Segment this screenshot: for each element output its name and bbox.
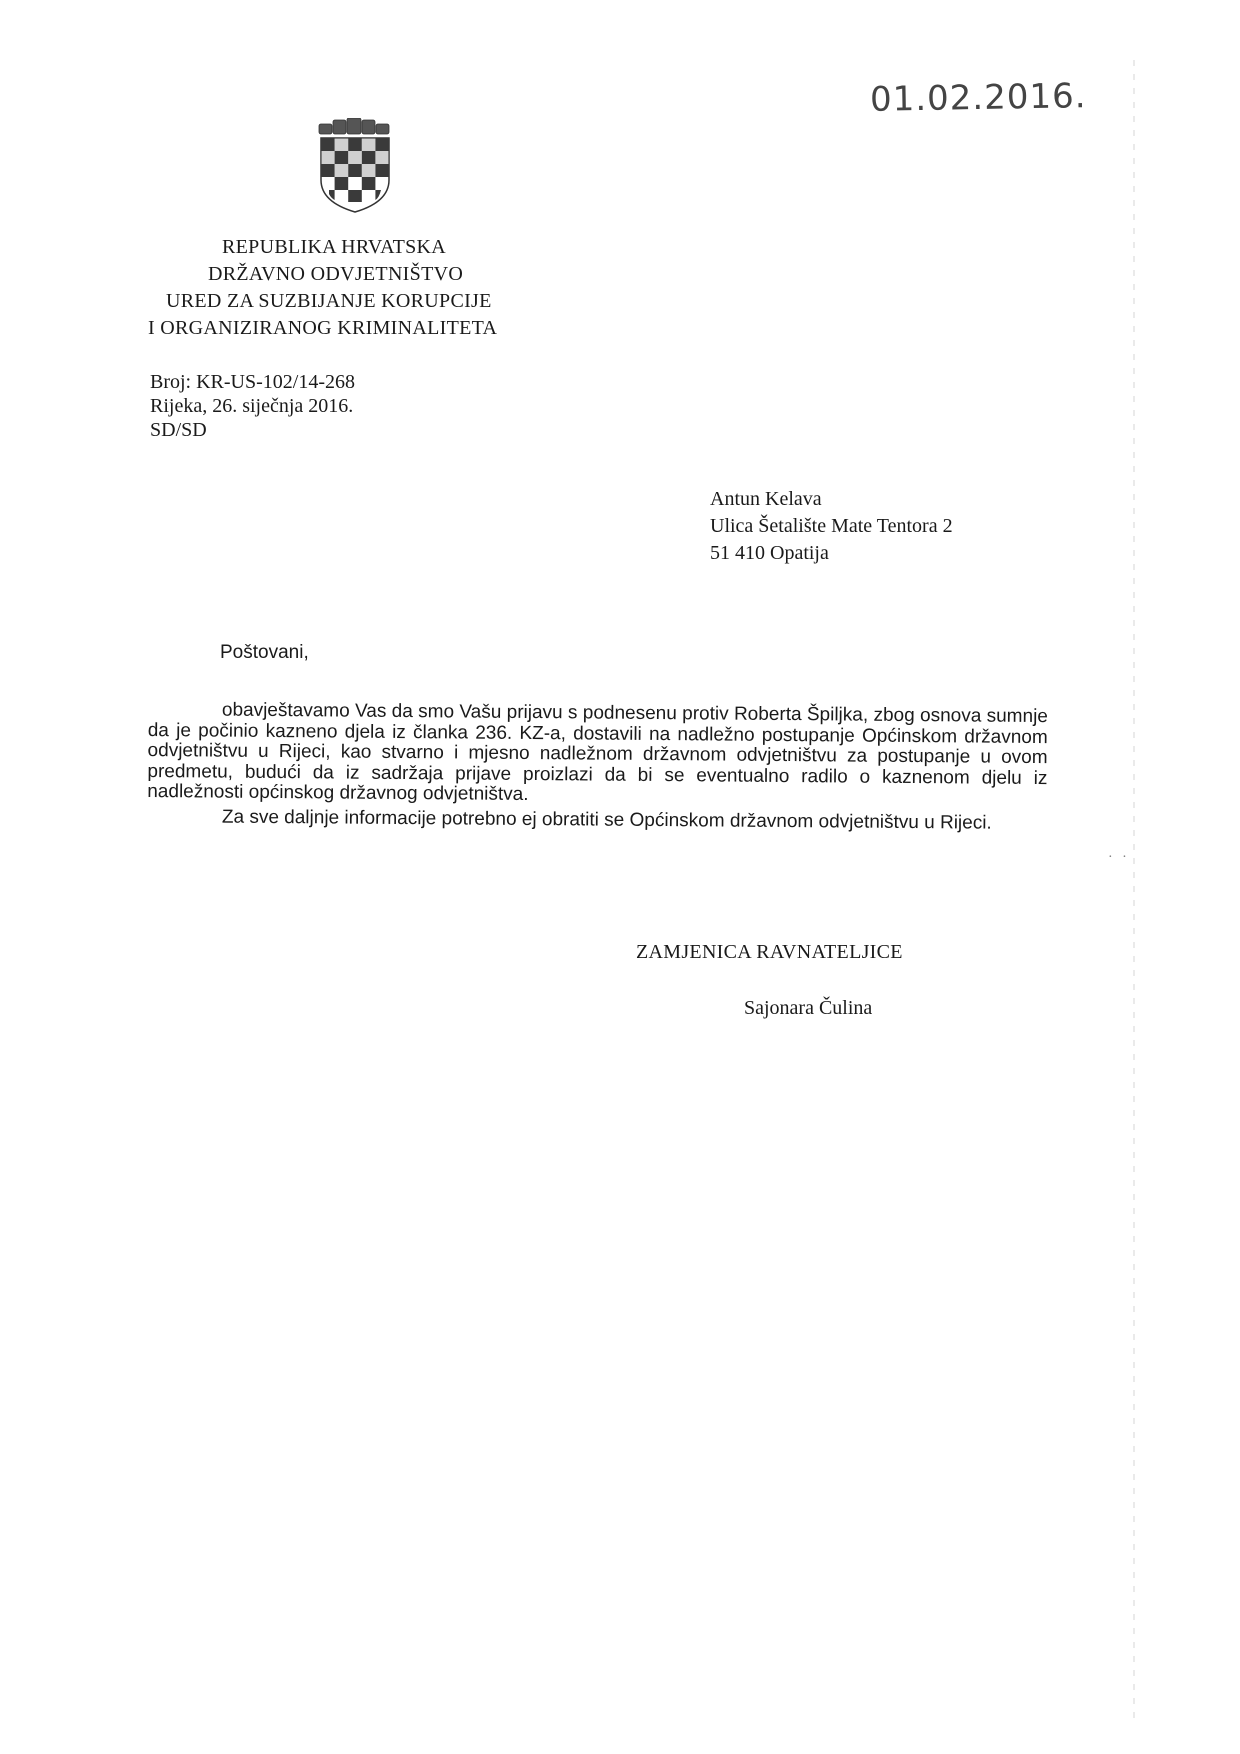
salutation: Poštovani, [220,642,309,663]
recipient-street: Ulica Šetalište Mate Tentora 2 [710,515,953,537]
signatory-name: Sajonara Čulina [744,997,873,1019]
signature-block [636,940,903,1020]
scan-dots-artifact: · · [1108,850,1130,865]
recipient-address [710,486,953,567]
body-paragraph-2: Za sve daljnje informacije potrebno ej obratiti se Općinskom državnom odvjetništvu u Rijeci. [221,806,992,834]
header-line-republic: REPUBLIKA HRVATSKA [222,236,447,258]
signatory-title: ZAMJENICA RAVNATELJICE [636,941,903,963]
place-and-date: Rijeka, 26. siječnja 2016. [150,395,354,417]
recipient-city: 51 410 Opatija [710,542,829,564]
letter-body [147,699,1048,834]
header-line-organized-crime: I ORGANIZIRANOG KRIMINALITETA [148,317,498,339]
header-line-bureau: URED ZA SUZBIJANJE KORUPCIJE [166,290,492,312]
handwritten-date: 01.02.2016. [869,76,1087,120]
croatian-coat-of-arms-icon [315,118,395,214]
scan-edge-artifact [1133,60,1135,1720]
reference-number: Broj: KR-US-102/14-268 [150,371,355,393]
reference-block [150,370,355,442]
office-header [148,234,588,342]
header-line-attorney-office: DRŽAVNO ODVJETNIŠTVO [208,263,464,285]
body-paragraph-1: obavještavamo Vas da smo Vašu prijavu s podnesenu protiv Roberta Špiljka, zbog osnova sumnje da je počinio kazneno djela iz članka 236. KZ-a, dostavili na nadležno postupanje Općinskom državnom odvjetništvu u Rijeci, kao stvarno i mjesno nadležnom državnom odvjetništvu za postupanje u ovom predmetu, budući da iz sadržaja prijave proizlazi da bi se eventualno radilo o kaznenom djelu iz nadležnosti općinskog državnog odvjetništva. [147,699,1048,805]
initials: SD/SD [150,419,207,441]
recipient-name: Antun Kelava [710,488,822,510]
